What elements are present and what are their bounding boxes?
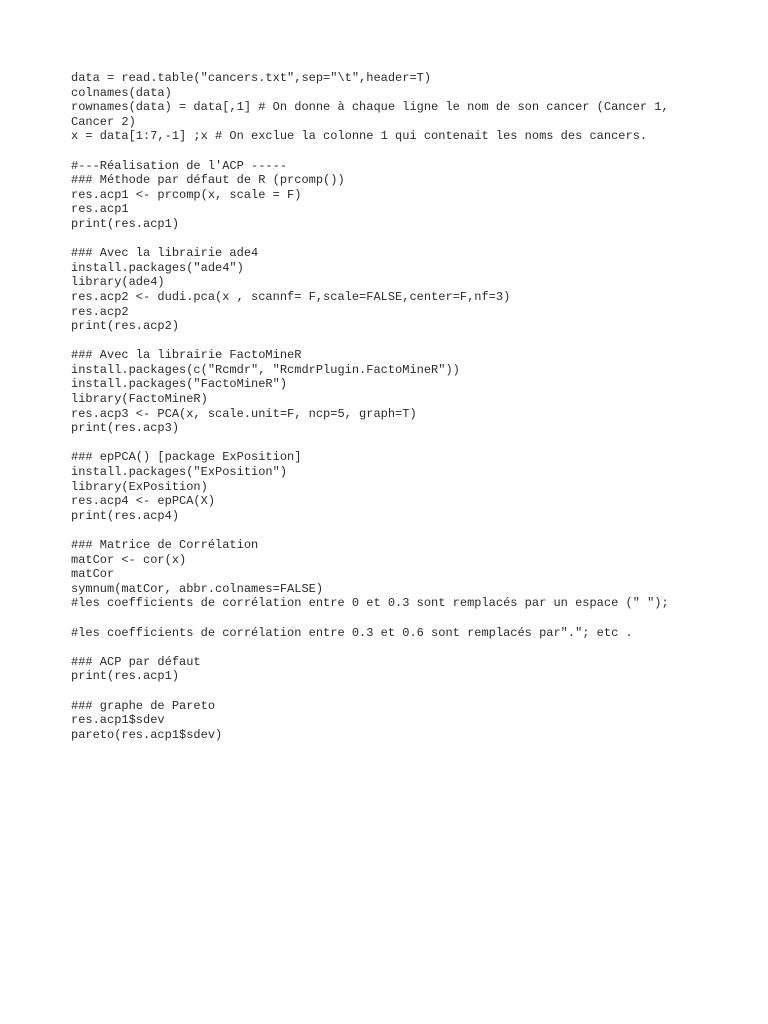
code-line: res.acp2: [71, 304, 129, 319]
code-line: ### Matrice de Corrélation: [71, 538, 259, 552]
code-line: ### Avec la librairie FactoMineR: [71, 348, 302, 363]
code-line: rownames(data) = data[,1] # On donne à chaque ligne le nom de son cancer (Cancer 1,: [71, 100, 669, 115]
code-line: matCor: [71, 567, 115, 582]
blank-line: [71, 144, 711, 159]
code-line: print(res.acp3): [71, 421, 180, 436]
code-line: install.packages(c("Rcmdr", "RcmdrPlugin.FactoMineR")): [71, 362, 460, 377]
code-line: x = data[1:7,-1] ;x # On exclue la colonne 1 qui contenait les noms des cancers.: [71, 129, 648, 144]
blank-line: [71, 232, 711, 247]
code-line: library(FactoMineR): [71, 392, 208, 407]
blank-line: [71, 640, 711, 655]
blank-line: [71, 611, 711, 626]
code-line: colnames(data): [71, 85, 172, 100]
code-line: print(res.acp4): [71, 508, 180, 523]
code-line: #---Réalisation de l'ACP -----: [71, 158, 288, 173]
code-line: install.packages("ExPosition"): [71, 465, 288, 480]
code-line: res.acp1 <- prcomp(x, scale = F): [71, 187, 302, 202]
code-line: install.packages("ade4"): [71, 260, 244, 275]
code-line: #les coefficients de corrélation entre 0 et 0.3 sont remplacés par un espace (" ");: [71, 596, 669, 611]
blank-line: [71, 436, 711, 451]
blank-line: [71, 684, 711, 699]
code-line: symnum(matCor, abbr.colnames=FALSE): [71, 581, 324, 596]
blank-line: [71, 334, 711, 349]
code-line: ### Méthode par défaut de R (prcomp()): [71, 173, 345, 188]
code-line: pareto(res.acp1$sdev): [71, 727, 223, 742]
code-line: ### ACP par défaut: [71, 654, 201, 669]
code-line: res.acp3 <- PCA(x, scale.unit=F, ncp=5, graph=T): [71, 406, 417, 421]
code-line: print(res.acp1): [71, 216, 180, 231]
code-line: print(res.acp2): [71, 319, 180, 334]
code-line: data = read.table("cancers.txt",sep="\t",header=T): [71, 71, 432, 85]
code-line: matCor <- cor(x): [71, 552, 187, 567]
code-line: library(ExPosition): [71, 479, 208, 494]
code-line: ### Avec la librairie ade4: [71, 246, 259, 261]
code-line: res.acp1: [71, 202, 129, 217]
code-line: print(res.acp1): [71, 669, 180, 684]
code-line: #les coefficients de corrélation entre 0.3 et 0.6 sont remplacés par"."; etc .: [71, 625, 633, 640]
code-line: Cancer 2): [71, 114, 136, 129]
code-line: ### graphe de Pareto: [71, 698, 216, 713]
code-line: res.acp1$sdev: [71, 713, 165, 728]
code-line: res.acp2 <- dudi.pca(x , scannf= F,scale=FALSE,center=F,nf=3): [71, 289, 511, 304]
document-page: [71, 71, 711, 742]
code-line: library(ade4): [71, 275, 165, 290]
code-block: [71, 71, 711, 742]
code-line: res.acp4 <- epPCA(X): [71, 494, 216, 509]
code-line: install.packages("FactoMineR"): [71, 377, 288, 392]
blank-line: [71, 523, 711, 538]
code-line: ### epPCA() [package ExPosition]: [71, 450, 302, 465]
